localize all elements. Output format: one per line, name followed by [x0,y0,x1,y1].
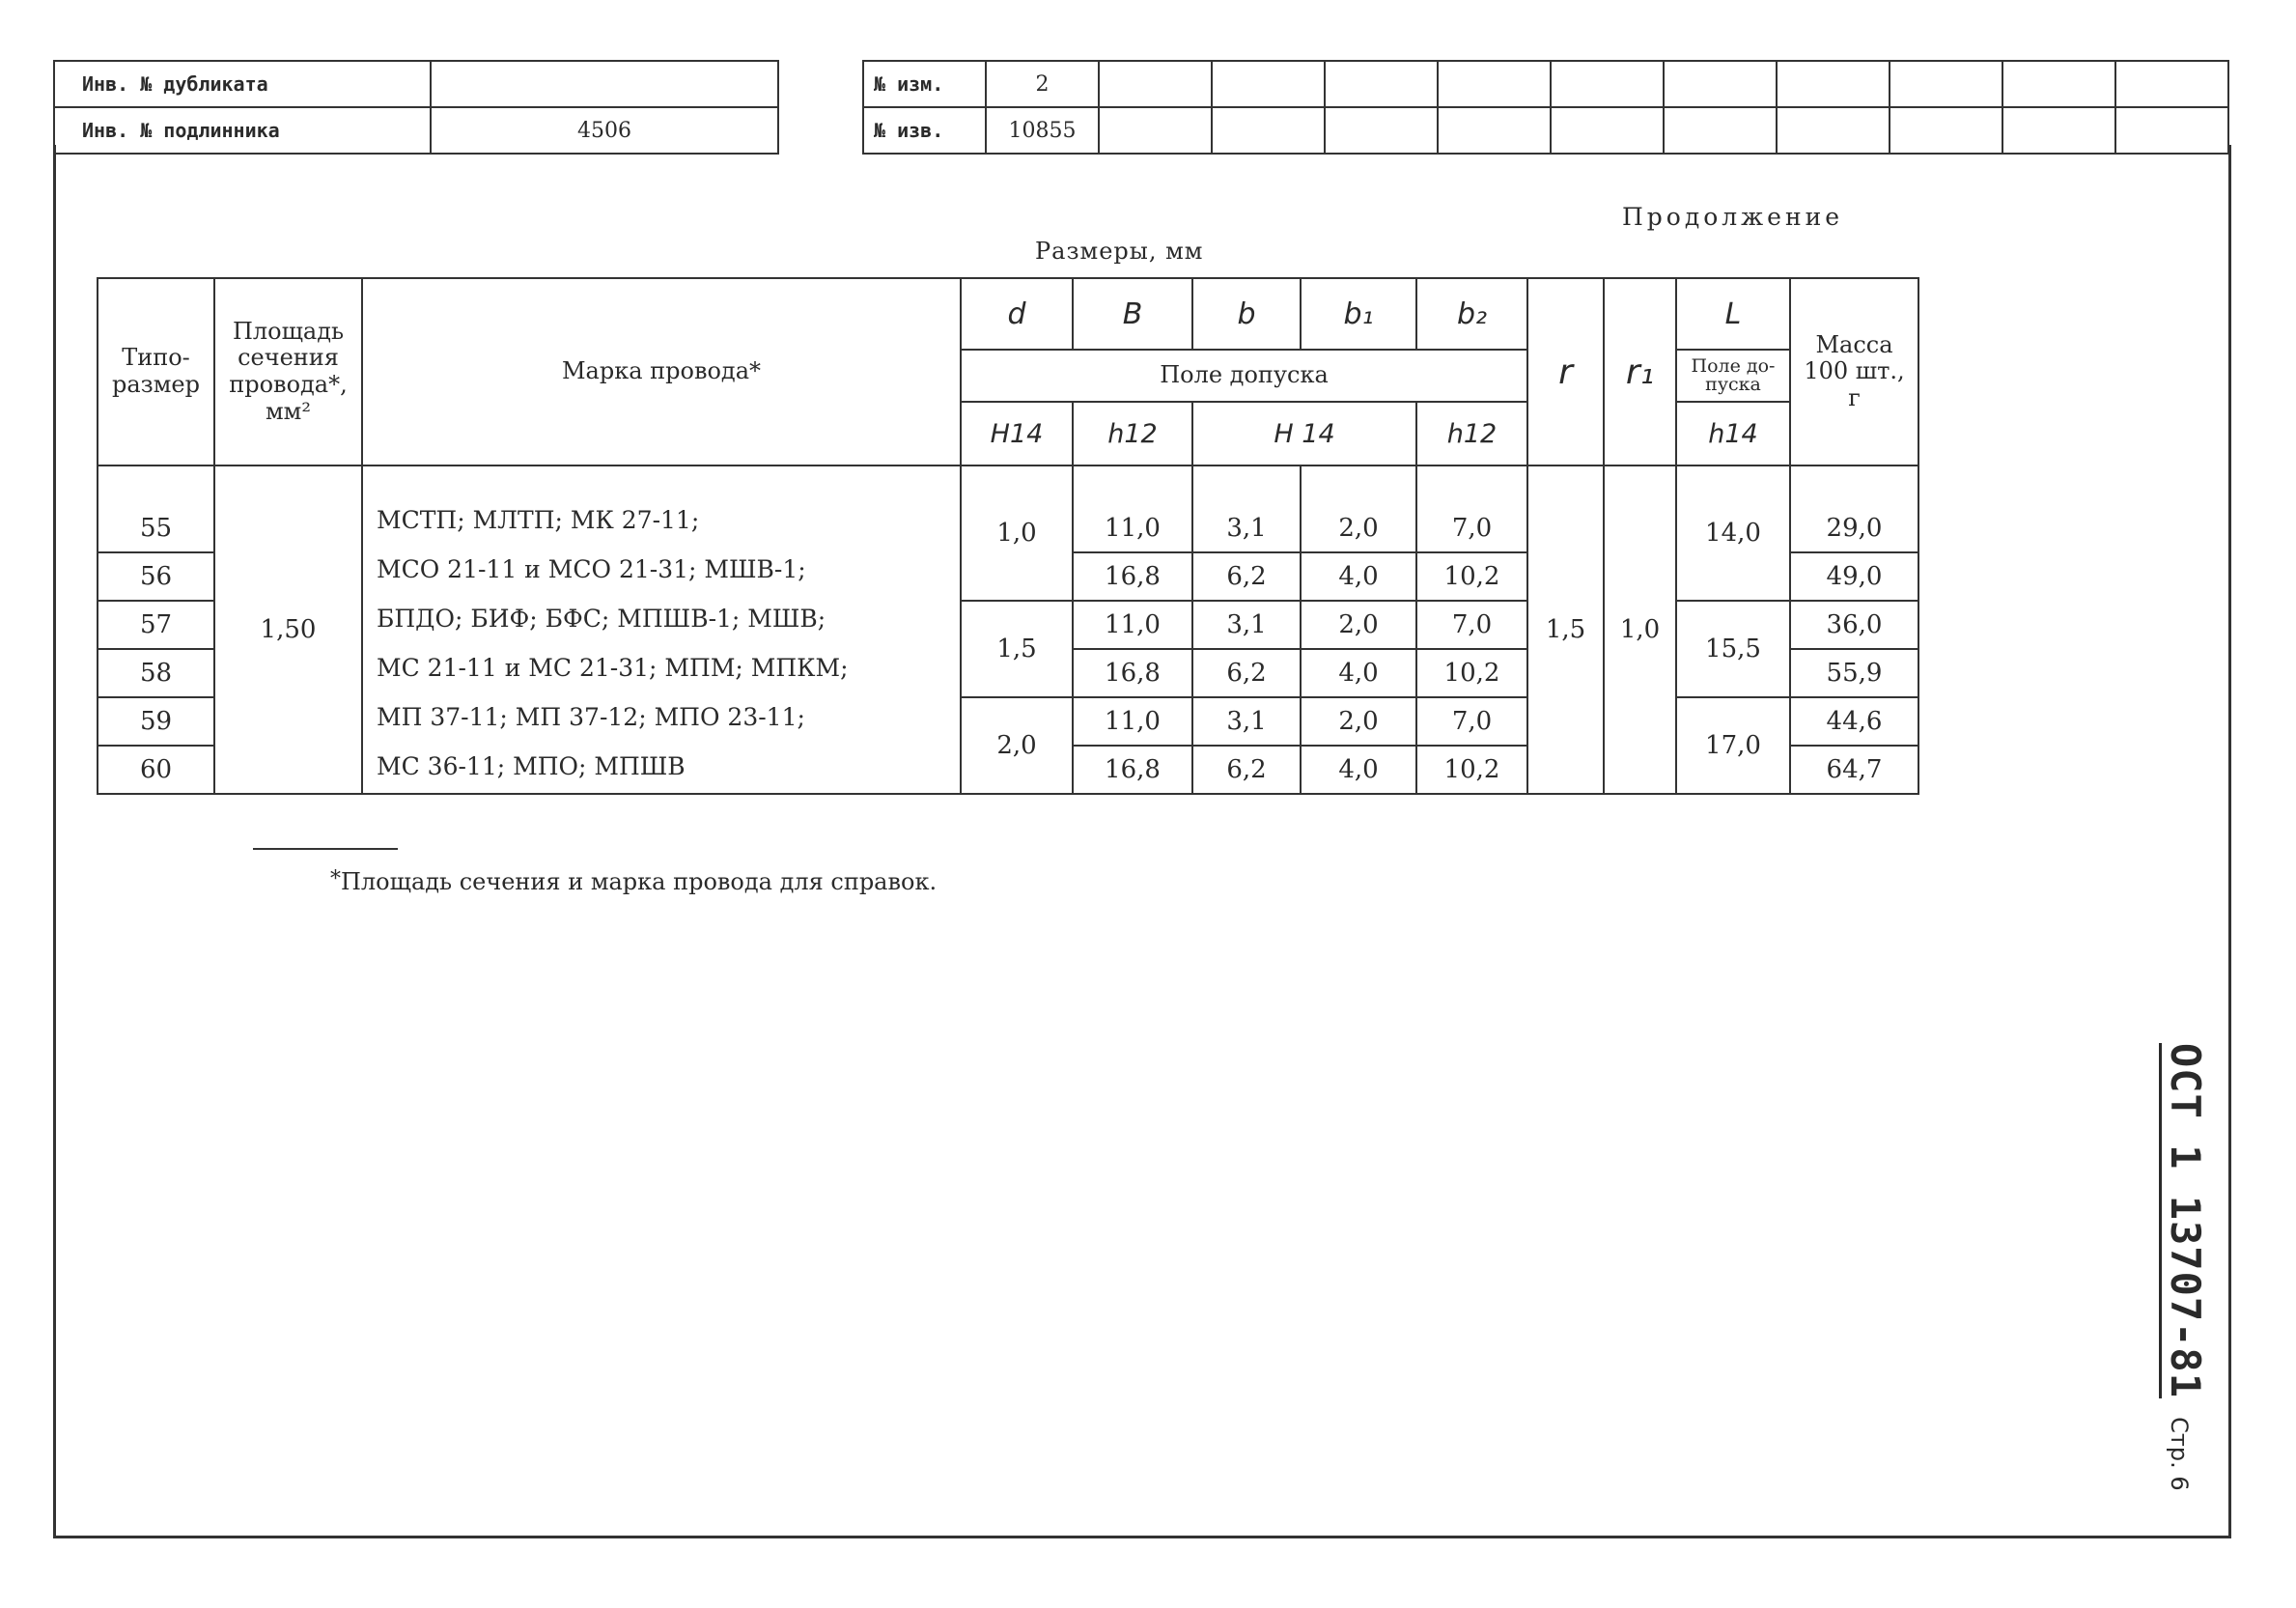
stamp-cell [2002,107,2115,154]
stamp-cell [1099,107,1212,154]
stamp-label-original: Инв. № подлинника [54,107,431,154]
stamp-cell [1777,107,1890,154]
b2-value: 7,0 [1416,504,1527,552]
footnote [330,867,937,895]
b-value: 6,2 [1192,746,1301,794]
stamp-cell [1664,107,1777,154]
mass-value: 64,7 [1790,746,1918,794]
size-value: 56 [98,552,214,601]
stamp-cell [1099,61,1212,107]
header-tiporazmer: Типо-размер [98,278,214,465]
stamp-cell [1438,61,1551,107]
brand-line: МС 36-11; МПО; МПШВ [377,752,686,780]
b-value: 6,2 [1192,552,1301,601]
stamp-cell [1212,107,1325,154]
stamp-value-original: 4506 [431,107,778,154]
tolerance-d: H14 [961,402,1073,465]
size-value: 59 [98,697,214,746]
r1-value: 1,0 [1604,465,1676,794]
b-value: 3,1 [1192,601,1301,649]
stamp-cell [1325,61,1438,107]
doc-code: ОСТ 1 13707-81 [2162,1043,2209,1399]
header-b: b [1192,278,1301,350]
b1-value: 2,0 [1301,697,1416,746]
L-value: 15,5 [1676,601,1790,697]
size-value: 58 [98,649,214,697]
header-d: d [961,278,1073,350]
d-value: 2,0 [961,697,1073,794]
size-value: 57 [98,601,214,649]
mass-cell-top [1790,465,1918,504]
brand-line: МСТП; МЛТП; МК 27-11; [377,506,700,534]
B-value: 11,0 [1073,697,1192,746]
stamp-cell [1325,107,1438,154]
b-value: 3,1 [1192,697,1301,746]
stamp-cell [2115,107,2228,154]
B-cell-top [1073,465,1192,504]
brand-line: МП 37-11; МП 37-12; МПО 23-11; [377,703,805,731]
b2-value: 7,0 [1416,601,1527,649]
doc-code-block [2151,1043,2209,1507]
tolerance-B: h12 [1073,402,1192,465]
header-r: r [1527,278,1604,465]
size-cell-top [98,465,214,504]
stamp-cell [1551,61,1664,107]
stamp-cell [1438,107,1551,154]
page-label: Стр. 6 [2166,1417,2193,1491]
stamp-cell [1890,107,2002,154]
footnote-text: Площадь сечения и марка провода для справок. [341,868,938,895]
size-value: 55 [98,504,214,552]
brand-line: МСО 21-11 и МСО 21-31; МШВ-1; [377,555,806,583]
continuation-label: Продолжение [1622,203,1844,231]
stamp-cell [2002,61,2115,107]
b1-value: 4,0 [1301,746,1416,794]
mass-value: 36,0 [1790,601,1918,649]
b1-cell-top [1301,465,1416,504]
stamp-value-change-no: 2 [986,61,1099,107]
b2-value: 10,2 [1416,746,1527,794]
stamp-label-duplicate: Инв. № дубликата [54,61,431,107]
stamp-cell [1212,61,1325,107]
stamp-left [53,60,779,155]
b2-value: 7,0 [1416,697,1527,746]
B-value: 16,8 [1073,649,1192,697]
stamp-value-notice-no: 10855 [986,107,1099,154]
b1-value: 4,0 [1301,552,1416,601]
dimensions-caption: Размеры, мм [1035,238,1204,265]
b2-cell-top [1416,465,1527,504]
b1-value: 4,0 [1301,649,1416,697]
stamp-right [862,60,2229,155]
b1-value: 2,0 [1301,601,1416,649]
d-value: 1,5 [961,601,1073,697]
header-area: Площадь сечения провода*, мм² [214,278,362,465]
stamp-cell [1890,61,2002,107]
d-value: 1,0 [961,465,1073,601]
header-brand: Марка провода* [362,278,961,465]
B-value: 11,0 [1073,601,1192,649]
L-value: 14,0 [1676,465,1790,601]
header-tolerance-field-L: Поле до-пуска [1676,350,1790,402]
b-value: 6,2 [1192,649,1301,697]
brand-list [362,465,961,794]
header-tolerance-field: Поле допуска [961,350,1527,402]
mass-value: 29,0 [1790,504,1918,552]
b2-value: 10,2 [1416,649,1527,697]
mass-value: 55,9 [1790,649,1918,697]
B-value: 16,8 [1073,552,1192,601]
header-B: B [1073,278,1192,350]
stamp-value-duplicate [431,61,778,107]
tolerance-L: h14 [1676,402,1790,465]
area-value: 1,50 [214,465,362,794]
B-value: 16,8 [1073,746,1192,794]
stamp-cell [2115,61,2228,107]
size-value: 60 [98,746,214,794]
brand-line: БПДО; БИФ; БФС; МПШВ-1; МШВ; [377,605,826,633]
r-value: 1,5 [1527,465,1604,794]
B-value: 11,0 [1073,504,1192,552]
stamp-label-notice-no: № изв. [863,107,986,154]
b2-value: 10,2 [1416,552,1527,601]
mass-value: 49,0 [1790,552,1918,601]
dimensions-table [97,277,1919,795]
header-b2: b₂ [1416,278,1527,350]
header-mass: Масса 100 шт., г [1790,278,1918,465]
footnote-mark: * [330,867,341,891]
mass-value: 44,6 [1790,697,1918,746]
stamp-label-change-no: № изм. [863,61,986,107]
b1-value: 2,0 [1301,504,1416,552]
L-value: 17,0 [1676,697,1790,794]
stamp-cell [1664,61,1777,107]
b-value: 3,1 [1192,504,1301,552]
header-L: L [1676,278,1790,350]
stamp-cell [1777,61,1890,107]
stamp-cell [1551,107,1664,154]
tolerance-b-b1: H 14 [1192,402,1416,465]
tolerance-b2: h12 [1416,402,1527,465]
header-r1: r₁ [1604,278,1676,465]
header-b1: b₁ [1301,278,1416,350]
brand-line: МС 21-11 и МС 21-31; МПМ; МПКМ; [377,654,849,682]
b-cell-top [1192,465,1301,504]
footnote-rule [253,848,398,850]
